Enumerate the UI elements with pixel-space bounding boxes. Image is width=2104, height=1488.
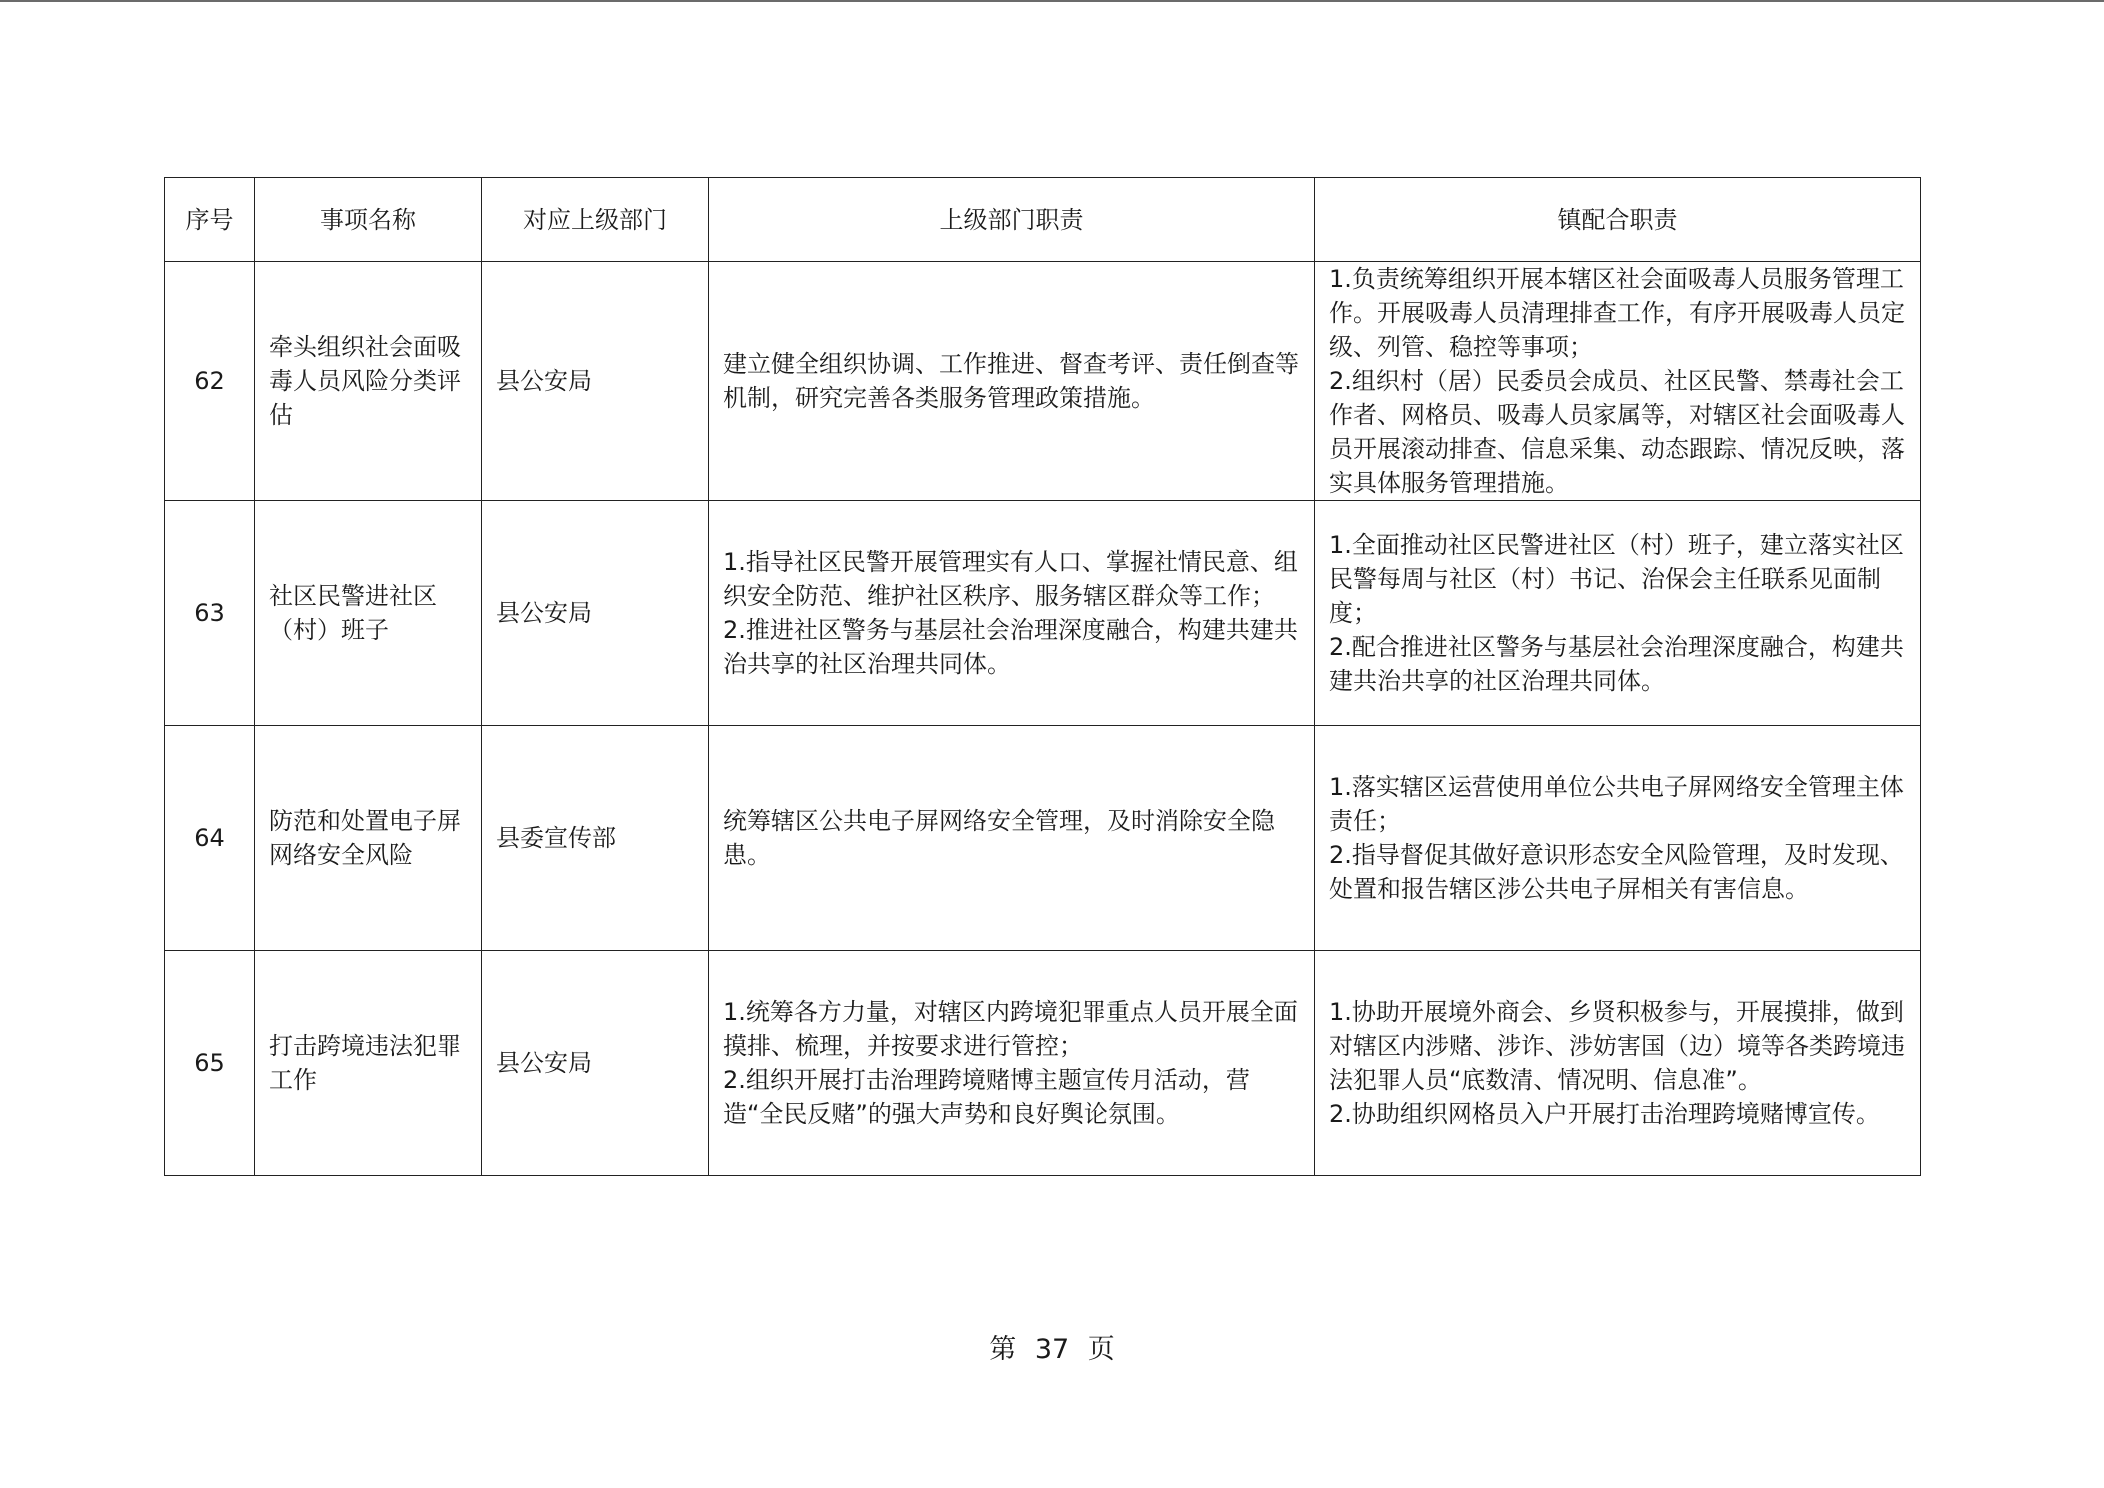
table-row bbox=[165, 726, 1921, 951]
row-serial-number: 64 bbox=[165, 726, 255, 951]
row-town-duty: 1.负责统筹组织开展本辖区社会面吸毒人员服务管理工作。开展吸毒人员清理排查工作，有序开展吸毒人员定级、列管、稳控等事项； 2.组织村（居）民委员会成员、社区民警、禁毒社会工作者、网格员、吸毒人员家属等，对辖区社会面吸毒人员开展滚动排查、信息采集、动态跟踪、情况反映，落实具体服务管理措施。 bbox=[1315, 262, 1921, 501]
row-town-duty: 1.落实辖区运营使用单位公共电子屏网络安全管理主体责任； 2.指导督促其做好意识形态安全风险管理，及时发现、处置和报告辖区涉公共电子屏相关有害信息。 bbox=[1315, 726, 1921, 951]
row-item-name: 牵头组织社会面吸毒人员风险分类评估 bbox=[255, 262, 482, 501]
table-row bbox=[165, 262, 1921, 501]
row-serial-number: 63 bbox=[165, 501, 255, 726]
row-upper-duty: 1.统筹各方力量，对辖区内跨境犯罪重点人员开展全面摸排、梳理，并按要求进行管控； 2.组织开展打击治理跨境赌博主题宣传月活动，营造“全民反赌”的强大声势和良好舆论氛围。 bbox=[709, 951, 1315, 1176]
row-serial-number: 65 bbox=[165, 951, 255, 1176]
row-upper-duty: 建立健全组织协调、工作推进、督查考评、责任倒查等机制，研究完善各类服务管理政策措施。 bbox=[709, 262, 1315, 501]
row-upper-department: 县公安局 bbox=[482, 951, 709, 1176]
table-row bbox=[165, 951, 1921, 1176]
row-serial-number: 62 bbox=[165, 262, 255, 501]
header-upper-duty: 上级部门职责 bbox=[709, 178, 1315, 262]
page-number: 37 bbox=[1034, 1334, 1070, 1365]
row-item-name: 社区民警进社区（村）班子 bbox=[255, 501, 482, 726]
row-upper-duty: 1.指导社区民警开展管理实有人口、掌握社情民意、组织安全防范、维护社区秩序、服务辖区群众等工作； 2.推进社区警务与基层社会治理深度融合，构建共建共治共享的社区治理共同体。 bbox=[709, 501, 1315, 726]
row-upper-duty: 统筹辖区公共电子屏网络安全管理，及时消除安全隐患。 bbox=[709, 726, 1315, 951]
row-upper-department: 县委宣传部 bbox=[482, 726, 709, 951]
row-town-duty: 1.协助开展境外商会、乡贤积极参与，开展摸排，做到对辖区内涉赌、涉诈、涉妨害国（边）境等各类跨境违法犯罪人员“底数清、情况明、信息准”。 2.协助组织网格员入户开展打击治理跨境赌博宣传。 bbox=[1315, 951, 1921, 1176]
row-item-name: 打击跨境违法犯罪工作 bbox=[255, 951, 482, 1176]
row-town-duty: 1.全面推动社区民警进社区（村）班子，建立落实社区民警每周与社区（村）书记、治保会主任联系见面制度； 2.配合推进社区警务与基层社会治理深度融合，构建共建共治共享的社区治理共同体。 bbox=[1315, 501, 1921, 726]
row-upper-department: 县公安局 bbox=[482, 501, 709, 726]
row-item-name: 防范和处置电子屏网络安全风险 bbox=[255, 726, 482, 951]
page-label-prefix: 第 bbox=[989, 1334, 1017, 1365]
header-serial-number: 序号 bbox=[165, 178, 255, 262]
table-header-row bbox=[165, 178, 1921, 262]
header-item-name: 事项名称 bbox=[255, 178, 482, 262]
top-border-line bbox=[0, 0, 2104, 2]
duty-table bbox=[164, 177, 1921, 1176]
header-town-duty: 镇配合职责 bbox=[1315, 178, 1921, 262]
row-upper-department: 县公安局 bbox=[482, 262, 709, 501]
page-label-suffix: 页 bbox=[1087, 1334, 1115, 1365]
page-footer bbox=[0, 1330, 2104, 1370]
table-row bbox=[165, 501, 1921, 726]
header-upper-department: 对应上级部门 bbox=[482, 178, 709, 262]
